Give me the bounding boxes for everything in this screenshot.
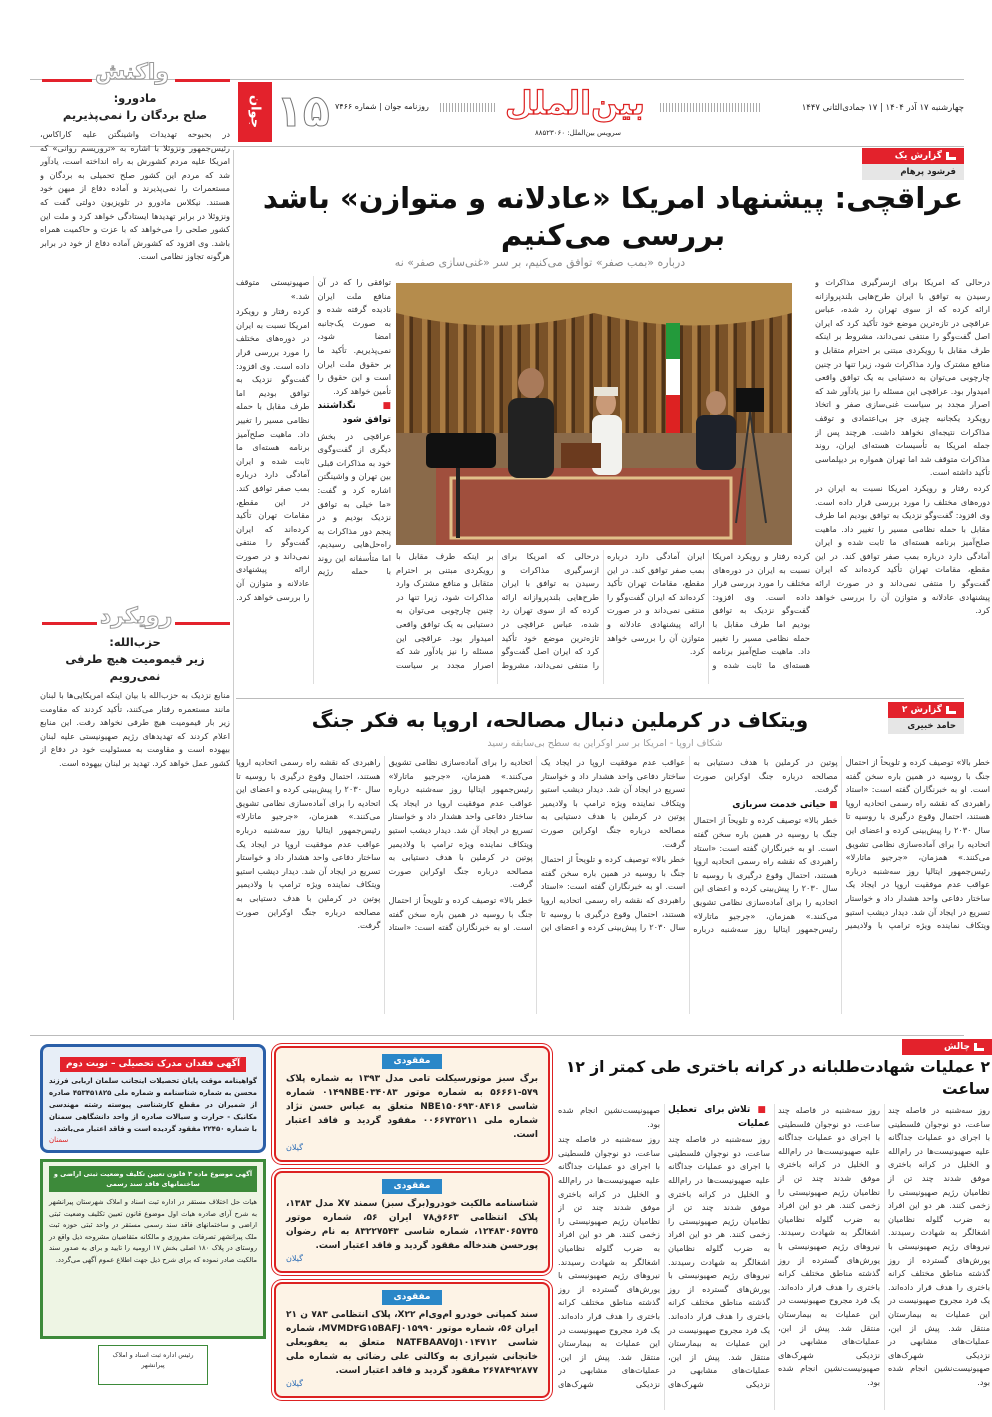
arrow-icon: [974, 1043, 984, 1051]
red-rule: [175, 79, 230, 82]
land-notice: [40, 1159, 266, 1339]
loss-notice-1: مفقودی برگ سبز موتورسیکلت تامی مدل ۱۳۹۳ به شماره پلاک ۵۷۹-۵۶۶۶۱ به شماره موتور ۰۱۴۹NBE۰۳۴۰۸۳ شماره شاسی NBE۱۵۰۶۹۳۰۸۴۱۶ متعلق به عباس حسن نژاد شماره ملی ۰۰۶۶۷۳۵۲۱۱ مفقود گردید و فاقد اعتبار است. گیلان: [274, 1046, 550, 1162]
lead-photo: [396, 283, 792, 545]
third-body: روز سه‌شنبه در فاصله چند ساعت، دو نوجوان فلسطینی با اجرای دو عملیات جداگانه علیه صهیونیست‌ها در رام‌الله و الخلیل در کرانه باختری موفق شدند چند تن از نظامیان رژیم صهیونیستی را زخمی کنند. هر دو این افراد به ضرب گلوله نظامیان اشغالگر به شهادت رسیدند. نیروهای رژیم صهیونیستی با یورش‌های گسترده از روز گذشته مناطق مختلف کرانه باختری را هدف قرار داده‌اند. یک فرد مجروح صهیونیست در این عملیات به بیمارستان منتقل شد. پیش از این، عملیات‌های مشابهی در نزدیکی شهرک‌های صهیونیست‌نشین انجام شده بود. روز سه‌شنبه در فاصله چند ساعت، دو نوجوان فلسطینی با اجرای دو عملیات جداگانه علیه صهیونیست‌ها در رام‌الله و الخلیل در کرانه باختری موفق شدند چند تن از نظامیان رژیم صهیونیستی را زخمی کنند. هر دو این افراد به ضرب گلوله نظامیان اشغالگر به شهادت رسیدند. نیروهای رژیم صهیونیستی با یورش‌های گسترده از روز گذشته مناطق مختلف کرانه باختری را هدف قرار داده‌اند. یک فرد مجروح صهیونیست در این عملیات به بیمارستان منتقل شد. پیش از این، عملیات‌های مشابهی در نزدیکی شهرک‌های صهیونیست‌نشین انجام شده بود. ■ تلاش برای تعطیل عملیات روز سه‌شنبه در فاصله چند ساعت، دو نوجوان فلسطینی با اجرای دو عملیات جداگانه علیه صهیونیست‌ها در رام‌الله و الخلیل در کرانه باختری موفق شدند چند تن از نظامیان رژیم صهیونیستی را زخمی کنند. هر دو این افراد به ضرب گلوله نظامیان اشغالگر به شهادت رسیدند. نیروهای رژیم صهیونیستی با یورش‌های گسترده از روز گذشته مناطق مختلف کرانه باختری را هدف قرار داده‌اند. یک فرد مجروح صهیونیست در این عملیات به بیمارستان منتقل شد. پیش از این، عملیات‌های مشابهی در نزدیکی شهرک‌های صهیونیست‌نشین انجام شده بود. روز سه‌شنبه در فاصله چند ساعت، دو نوجوان فلسطینی با اجرای دو عملیات جداگانه علیه صهیونیست‌ها در رام‌الله و الخلیل در کرانه باختری موفق شدند چند تن از نظامیان رژیم صهیونیستی را زخمی کنند. هر دو این افراد به ضرب گلوله نظامیان اشغالگر به شهادت رسیدند. نیروهای رژیم صهیونیستی با یورش‌های گسترده از روز گذشته مناطق مختلف کرانه باختری را هدف قرار داده‌اند. یک فرد مجروح صهیونیست در این عملیات به بیمارستان منتقل شد. پیش از این، عملیات‌های مشابهی در نزدیکی شهرک‌های: [558, 1104, 990, 1410]
arrow-icon: [946, 706, 956, 714]
education-notice-body: گواهینامه موقت پایان تحصیلات اینجانب سلمان اربابی فرزند محسن به شماره شناسنامه و شماره ملی ۴۵۳۴۵۱۸۲۵ صادره از شمیران در مقطع کارشناسی پیوسته رشته مهندسی مکانیک - حرارت و سیالات صادره از واحد دانشگاهی سمنان با شماره ۲۲۴۵۰ مفقود گردیده است و فاقد اعتبار می‌باشد.: [49, 1077, 257, 1133]
red-rule: [42, 79, 92, 82]
second-headline: ویتکاف در کرملین دنبال مصالحه، اروپا به فکر جنگ: [311, 708, 809, 732]
education-notice: [40, 1044, 266, 1153]
sidebar-reaction: [40, 90, 230, 602]
header-top-rule: [30, 79, 964, 80]
land-notice-signature: رئیس اداره ثبت اسناد و املاک پیرانشهر: [98, 1345, 208, 1385]
sidebar-reaction-title: مادورو: صلح بردگان را نمی‌پذیریم: [62, 91, 208, 122]
header-dots-2: [440, 103, 495, 112]
lead-tag: گزارش یک: [862, 148, 964, 164]
education-notice-title: آگهی فقدان مدرک تحصیلی – نوبت دوم: [60, 1057, 246, 1072]
second-author: حامد خبیری: [888, 718, 964, 734]
loss-notice-3: مفقودی سند کمپانی خودرو ام‌وی‌ام X۲۲، پلاک انتظامی ۷۸۳ ن ۲۱ ایران ۵۶، شماره موتور MVMD۴G۱۵BAFJ۰۱۵۹۹۰، شماره شاسی NATFBAAV۵J۱۰۱۴۷۱۲ متعلق به یعقوبعلی خانجانی شیرازی به وکالتی علی رضائی به شماره ملی ۲۶۷۸۴۹۲۸۷۷ مفقود گردید و فاقد اعتبار است. گیلان: [274, 1282, 550, 1398]
sidebar-approach-body: منابع نزدیک به حزب‌الله با بیان اینکه امریکایی‌ها با لبنان مانند مستعمره رفتار می‌کنند، تأکید کردند که مقاومت زیر بار قیمومیت هیچ طرفی نخواهد رفت. این منابع اعلام کردند که تهدیدهای رژیم صهیونیستی علیه لبنان بیهوده است و مقاومت به مسئولیت خود در دفاع از کشور عمل خواهد کرد. تهدید بر لبنان بیهوده است.: [40, 690, 230, 768]
issue-info: روزنامه جوان | شماره ۷۴۶۶: [335, 102, 429, 111]
third-tag: چالش: [902, 1039, 992, 1055]
section-rule: [236, 698, 964, 699]
sidebar-approach: [40, 634, 230, 1014]
land-notice-title: آگهی موضوع ماده ۳ قانون تعیین تکلیف وضعیت ثبتی اراضی و ساختمانهای فاقد سند رسمی: [49, 1166, 257, 1192]
page-number: ۱۵: [276, 86, 330, 137]
sidebar-reaction-body: در بحبوحه تهدیدات واشینگتن علیه کاراکاس، رئیس‌جمهور ونزوئلا با اشاره به «تروریسم روانی» که امریکا علیه مردم کشورش به راه انداخته است، یادآور شد که مردم این کشور صلح تحمیلی به بردگان و مستعمرات را نمی‌پذیرند و آماده دفاع از میهن خود هستند. نیکلاس مادورو در تلویزیون دولتی گفت که ونزوئلا در برابر تهدیدها ایستادگی خواهد کرد و ملت این کشور صلحی را می‌خواهد که با عزت و حاکمیت همراه باشد. وی افزود که کشورش آماده دفاع از خود در برابر هرگونه تجاوز نظامی است.: [40, 129, 230, 262]
second-tag: گزارش ۲: [888, 702, 964, 718]
section-logo: بین‌الملل: [505, 84, 645, 122]
paper-name: روزنامه جوان: [384, 102, 429, 111]
left-notices: [40, 1044, 266, 1385]
issue-number: شماره ۷۴۶۶: [335, 102, 377, 111]
brand-logo: [238, 82, 272, 142]
education-notice-signature: سمنان: [49, 1136, 69, 1144]
red-rule: [42, 622, 97, 625]
interview-photo: [396, 283, 792, 545]
lead-headline: عراقچی: پیشنهاد امریکا «عادلانه و متوازن» باشد بررسی می‌کنیم: [262, 181, 964, 252]
header-dots: [660, 103, 760, 112]
sidebar-approach-title: حزب‌الله: زیر قیمومیت هیچ طرفی نمی‌رویم: [65, 635, 205, 683]
second-body: خطر بالا» توصیف کرده و تلویحاً از احتمال جنگ با روسیه در همین باره سخن گفته است. او به خبرنگاران گفته است: «استاد راهبردی که نقشه راه رسمی اتحادیه اروپا هستند، احتمال وقوع درگیری با روسیه تا سال ۲۰۳۰ را پیش‌بینی کرده و اعضای این اتحادیه را برای آماده‌سازی نظامی تشویق می‌کنند.» همزمان، «جرجیو ماتارلا» رئیس‌جمهور ایتالیا روز سه‌شنبه درباره عواقب عدم موفقیت اروپا در ایجاد یک ساختار دفاعی واحد هشدار داد و خواستار تسریع در ایجاد آن شد. دیدار دیشب استیو ویتکاف نماینده ویژه ترامپ با ولادیمیر پوتین در کرملین با هدف دستیابی به مصالحه درباره جنگ اوکراین صورت گرفت. ■ حیاتی خدمت سربازی خطر بالا» توصیف کرده و تلویحاً از احتمال جنگ با روسیه در همین باره سخن گفته است. او به خبرنگاران گفته است: «استاد راهبردی که نقشه راه رسمی اتحادیه اروپا هستند، احتمال وقوع درگیری با روسیه تا سال ۲۰۳۰ را پیش‌بینی کرده و اعضای این اتحادیه را برای آماده‌سازی نظامی تشویق می‌کنند.» همزمان، «جرجیو ماتارلا» رئیس‌جمهور ایتالیا روز سه‌شنبه درباره عواقب عدم موفقیت اروپا در ایجاد یک ساختار دفاعی واحد هشدار داد و خواستار تسریع در ایجاد آن شد. دیدار دیشب استیو ویتکاف نماینده ویژه ترامپ با ولادیمیر پوتین در کرملین با هدف دستیابی به مصالحه درباره جنگ اوکراین صورت گرفت. خطر بالا» توصیف کرده و تلویحاً از احتمال جنگ با روسیه در همین باره سخن گفته است. او به خبرنگاران گفته است: «استاد راهبردی که نقشه راه رسمی اتحادیه اروپا هستند، احتمال وقوع درگیری با روسیه تا سال ۲۰۳۰ را پیش‌بینی کرده و اعضای این اتحادیه را برای آماده‌سازی نظامی تشویق می‌کنند.» همزمان، «جرجیو ماتارلا» رئیس‌جمهور ایتالیا روز سه‌شنبه درباره عواقب عدم موفقیت اروپا در ایجاد یک ساختار دفاعی واحد هشدار داد و خواستار تسریع در ایجاد آن شد. دیدار دیشب استیو ویتکاف نماینده ویژه ترامپ با ولادیمیر پوتین در کرملین با هدف دستیابی به مصالحه درباره جنگ اوکراین صورت گرفت. خطر بالا» توصیف کرده و تلویحاً از احتمال جنگ با روسیه در همین باره سخن گفته است. او به خبرنگاران گفته است: «استاد راهبردی که نقشه راه رسمی اتحادیه اروپا هستند، احتمال وقوع درگیری با روسیه تا سال ۲۰۳۰ را پیش‌بینی کرده و اعضای این اتحادیه را برای آماده‌سازی نظامی تشویق می‌کنند.» همزمان، «جرجیو ماتارلا» رئیس‌جمهور ایتالیا روز سه‌شنبه درباره عواقب عدم موفقیت اروپا در ایجاد یک ساختار دفاعی واحد هشدار داد و خواستار تسریع در ایجاد آن شد. دیدار دیشب استیو ویتکاف نماینده ویژه ترامپ با ولادیمیر پوتین در کرملین با هدف دستیابی به مصالحه درباره جنگ اوکراین صورت گرفت.: [236, 756, 990, 1014]
lead-body-right: درحالی که امریکا برای ازسرگیری مذاکرات و رسیدن به توافق با ایران طرح‌هایی بلندپروازانه ارائه کرده که از سوی تهران رد شده، عباس عراقچی در تازه‌ترین موضع خود تأکید کرد که ایران اصل گفت‌وگو را منتفی نمی‌داند، مشروط بر اینکه طرف مقابل با رویکردی مبتنی بر احترام متقابل و منافع مشترک وارد مذاکرات شود، زیرا تنها در چنین چارچوبی می‌توان به دستیابی به یک توافق واقعی امیدوار بود. عراقچی این مسئله را نیز یادآور شد که اصرار مجدد بر سیاست غنی‌سازی صفر و اتخاذ رویکرد یکجانبه چیزی جز بی‌اعتمادی و توقف مذاکرات نتیجه‌ای نخواهد داشت. هرچند پس از جمله امریکا به تأسیسات هسته‌ای ایران، روند مذاکرات متوقف شد اما تهران همواره بر دیپلماسی تأکید داشته است. کرده رفتار و رویکرد امریکا نسبت به ایران در دوره‌های مختلف را مورد بررسی قرار داده است. وی افزود: گفت‌وگو نزدیک به توافق بودیم اما طرف مقابل با حمله نظامی مسیر را تغییر داد. ماهیت صلح‌آمیز برنامه هسته‌ای ما ثابت شده و ایران آمادگی دارد درباره بمب صفر توافق کند. در این مقطع، مقامات تهران تأکید کرده‌اند که ایران گفت‌وگو را منتفی نمی‌داند و در صورت ارائه پیشنهادی عادلانه و متوازن آن را بررسی خواهد کرد.: [815, 277, 990, 616]
sidebar-approach-label: رویکرد: [100, 604, 173, 629]
loss-notices: [274, 1046, 550, 1398]
lead-author: فرشود پرهام: [862, 164, 964, 180]
land-notice-body: هیات حل اختلاف مستقر در اداره ثبت اسناد و املاک شهرستان پیرانشهر به شرح آرای صادره هیات اول موضوع قانون تعیین تکلیف وضعیت ثبتی اراضی و ساختمانهای فاقد سند رسمی مستقر در واحد ثبتی حوزه ثبت ملک پیرانشهر تصرفات مفروزی و مالکانه متقاضیان مشروحه ذیل واقع در روستای در پلاک ۱۸۰ اصلی بخش ۱۷ ارومیه را تایید و برای به صدور سند مالکیت صادر نموده که برای شرح ذیل جهت اطلاع عموم آگهی می‌گردد.: [49, 1198, 257, 1264]
arrow-icon: [946, 152, 956, 160]
lead-body-bottom: کرده رفتار و رویکرد امریکا نسبت به ایران در دوره‌های مختلف را مورد بررسی قرار داده است. وی افزود: گفت‌وگو نزدیک به توافق بودیم اما طرف مقابل با حمله نظامی مسیر را تغییر داد. ماهیت صلح‌آمیز برنامه هسته‌ای ما ثابت شده و ایران آمادگی دارد درباره بمب صفر توافق کند. در این مقطع، مقامات تهران تأکید کرده‌اند که ایران گفت‌وگو را منتفی نمی‌داند و در صورت ارائه پیشنهادی عادلانه و متوازن آن را بررسی خواهد کرد. درحالی که امریکا برای ازسرگیری مذاکرات و رسیدن به توافق با ایران طرح‌هایی بلندپروازانه ارائه کرده که از سوی تهران رد شده، عباس عراقچی در تازه‌ترین موضع خود تأکید کرد که ایران اصل گفت‌وگو را منتفی نمی‌داند، مشروط بر اینکه طرف مقابل با رویکردی مبتنی بر احترام متقابل و منافع مشترک وارد مذاکرات شود، زیرا تنها در چنین چارچوبی می‌توان به دستیابی به یک توافق واقعی امیدوار بود. عراقچی این مسئله را نیز یادآور شد که اصرار مجدد بر سیاست: [396, 551, 810, 670]
brand-logo-text: جوان: [247, 95, 263, 129]
sidebar-divider: [233, 150, 234, 1020]
section-rule: [30, 1035, 964, 1036]
header-date: چهارشنبه ۱۷ آذر ۱۴۰۴ | ۱۷ جمادی‌الثانی ۱۴۴۷: [801, 103, 964, 113]
lead-body-left: توافقی را که در آن منافع ملت ایران نادیده گرفته شده و به صورت یک‌جانبه امضا شود، نمی‌پذیریم. تأکید ما بر حقوق ملت ایران است و این حقوق را تأمین خواهد کرد. ■ نگذاشتند توافق شود عراقچی در بخش دیگری از گفت‌وگوی خود به مذاکرات قبلی بین تهران و واشینگتن اشاره کرد و گفت: «ما خیلی به توافق نزدیک بودیم و در پنجم دور مذاکرات به راه‌حل‌هایی رسیدیم، اما متأسفانه این روند با حمله رژیم صهیونیستی متوقف شد.» کرده رفتار و رویکرد امریکا نسبت به ایران در دوره‌های مختلف را مورد بررسی قرار داده است. وی افزود: گفت‌وگو نزدیک به توافق بودیم اما طرف مقابل با حمله نظامی مسیر را تغییر داد. ماهیت صلح‌آمیز برنامه هسته‌ای ما ثابت شده و ایران آمادگی دارد درباره بمب صفر توافق کند. در این مقطع، مقامات تهران تأکید کرده‌اند که ایران گفت‌وگو را منتفی نمی‌داند و در صورت ارائه پیشنهادی عادلانه و متوازن آن را بررسی خواهد کرد.: [236, 276, 391, 684]
lead-subtitle: درباره «بمب صفر» توافق می‌کنیم، بر سر «غنی‌سازی صفر» نه: [394, 256, 686, 269]
second-subtitle: شکاف اروپا - امریکا بر سر اوکراین به سطح بی‌سابقه رسید: [487, 738, 723, 749]
service-phone: سرویس بین‌الملل: ۸۸۵۲۳۰۶۰: [535, 129, 621, 137]
red-rule: [175, 622, 230, 625]
third-headline: ۲ عملیات شهادت‌طلبانه در کرانه باختری طی کمتر از ۱۲ ساعت: [565, 1058, 990, 1098]
sidebar-reaction-label: واکنش: [95, 60, 170, 85]
loss-notice-2: مفقودی شناسنامه مالکیت خودرو(برگ سبز) سمند X۷ مدل ۱۳۸۳، پلاک انتظامی ۶۶۳ق۷۸ ایران ۵۶، شماره موتور ۱۲۴۸۳۰۶۵۷۳۵، شماره شاسی ۸۳۲۲۷۵۴۳ به نام رضوان پورحسن هندخاله مفقود گردید و فاقد اعتبار است. گیلان: [274, 1171, 550, 1273]
